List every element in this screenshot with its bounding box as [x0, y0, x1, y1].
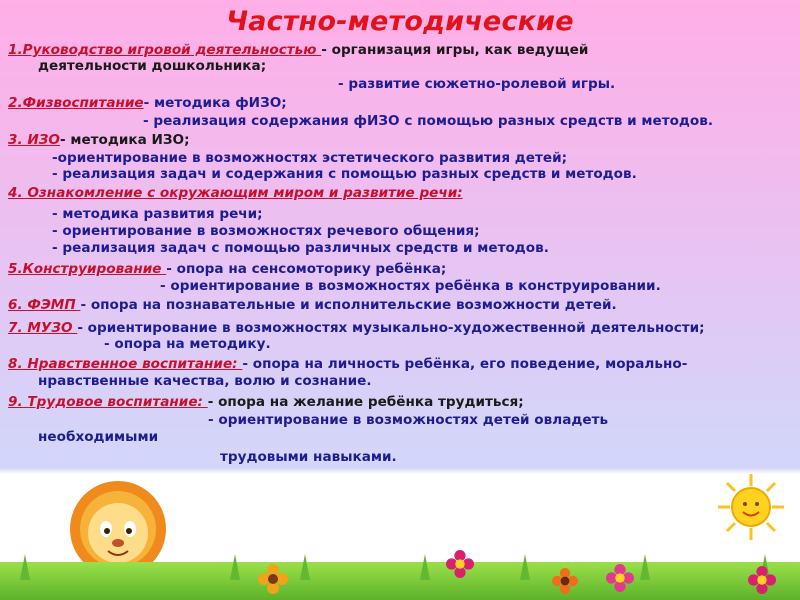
- line-text: -ориентирование в возможностях эстетического развития детей;: [52, 150, 568, 166]
- line-text: - методика ИЗО;: [59, 132, 190, 148]
- flower-icon: [748, 566, 776, 594]
- line-1: [8, 42, 588, 58]
- line-13: [8, 261, 446, 277]
- line-text: - ориентирование в возможностях музыкально-художественной деятельности;: [77, 320, 705, 336]
- flower-icon: [446, 550, 474, 578]
- line-heading: 2.Физвоспитание: [8, 95, 144, 111]
- line-2: [38, 58, 266, 74]
- line-text: - опора на сенсомоторику ребёнка;: [166, 261, 447, 277]
- grass-blade: [20, 554, 30, 580]
- line-heading: 9. Трудовое воспитание:: [8, 394, 208, 410]
- grass-blade: [640, 554, 650, 580]
- line-heading: 4. Ознакомление с окружающим миром и развитие речи:: [8, 185, 463, 201]
- line-text: - развитие сюжетно-ролевой игры.: [338, 76, 616, 92]
- line-4: [8, 95, 287, 111]
- line-12: [52, 240, 549, 256]
- flower-icon: [606, 564, 634, 592]
- line-20: [8, 394, 524, 410]
- line-22: [38, 429, 158, 445]
- line-16: [8, 320, 705, 336]
- sun-icon: [716, 472, 786, 542]
- line-text: деятельности дошкольника;: [38, 58, 267, 74]
- line-text: - реализация задач и содержания с помощью разных средств и методов.: [52, 166, 637, 182]
- line-23: [220, 449, 397, 465]
- line-heading: 8. Нравственное воспитание:: [8, 356, 243, 372]
- line-text: - опора на методику.: [104, 336, 271, 352]
- line-text: необходимыми: [38, 429, 159, 445]
- line-11: [52, 223, 480, 239]
- line-8: [52, 166, 637, 182]
- line-text: - ориентирование в возможностях ребёнка в конструировании.: [160, 278, 661, 294]
- line-18: [8, 356, 687, 372]
- line-text: - ориентирование в возможностях детей овладеть: [208, 412, 609, 428]
- line-heading: 6. ФЭМП: [8, 297, 81, 313]
- slide-title: Частно-методические: [226, 6, 574, 37]
- line-text: - опора на желание ребёнка трудиться;: [207, 394, 524, 410]
- line-text: - опора на личность ребёнка, его поведение, морально-: [242, 356, 688, 372]
- line-5: [143, 113, 713, 129]
- line-15: [8, 297, 617, 313]
- line-19: [38, 373, 372, 389]
- flower-icon: [552, 568, 578, 594]
- line-text: - методика фИЗО;: [143, 95, 287, 111]
- line-text: - ориентирование в возможностях речевого общения;: [52, 223, 480, 239]
- line-10: [52, 206, 263, 222]
- line-text: трудовыми навыками.: [220, 449, 397, 465]
- line-text: - опора на познавательные и исполнительские возможности детей.: [80, 297, 617, 313]
- grass-blade: [230, 554, 240, 580]
- line-17: [104, 336, 271, 352]
- line-heading: 1.Руководство игровой деятельностью: [8, 42, 322, 58]
- line-heading: 5.Конструирование: [8, 261, 167, 277]
- grass-blade: [520, 554, 530, 580]
- line-14: [160, 278, 661, 294]
- line-text: - реализация содержания фИЗО с помощью разных средств и методов.: [143, 113, 714, 129]
- flower-icon: [258, 564, 288, 594]
- line-heading: 7. МУЗО: [8, 320, 78, 336]
- line-9: [8, 185, 463, 201]
- line-text: - организация игры, как ведущей: [321, 42, 589, 58]
- line-6: [8, 132, 190, 148]
- decorative-scene: [0, 472, 800, 600]
- line-21: [208, 412, 608, 428]
- line-heading: 3. ИЗО: [8, 132, 60, 148]
- grass-blade: [420, 554, 430, 580]
- line-text: нравственные качества, волю и сознание.: [38, 373, 372, 389]
- grass-icon: [0, 562, 800, 600]
- line-text: - методика развития речи;: [52, 206, 263, 222]
- line-7: [52, 150, 567, 166]
- line-3: [338, 76, 615, 92]
- line-text: - реализация задач с помощью различных средств и методов.: [52, 240, 549, 256]
- grass-blade: [300, 554, 310, 580]
